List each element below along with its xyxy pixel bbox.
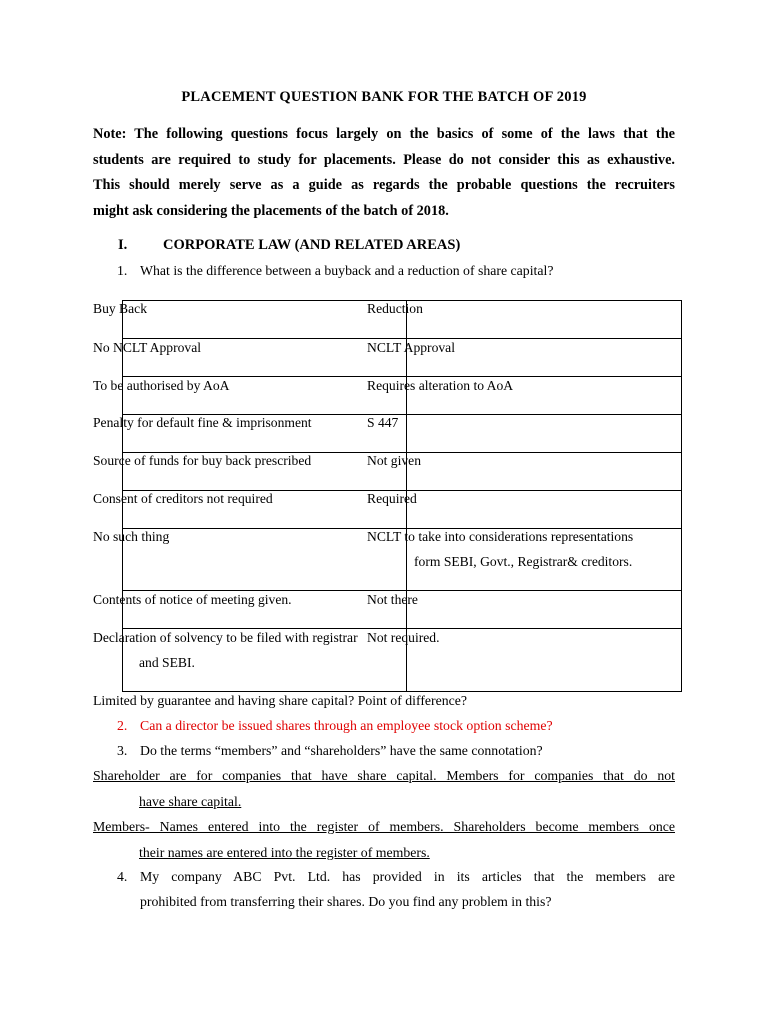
- question-text: Can a director be issued shares through an employee stock option scheme?: [140, 718, 553, 733]
- table-cell: Consent of creditors not required: [93, 491, 273, 506]
- question-number: 3.: [117, 743, 128, 758]
- table-cell: Contents of notice of meeting given.: [93, 592, 292, 607]
- section-number: I.: [118, 237, 128, 253]
- table-cell: NCLT Approval: [367, 340, 455, 355]
- question-number: 2.: [117, 718, 128, 733]
- table-cell: Not there: [367, 592, 418, 607]
- answer-line: their names are entered into the register of members.: [139, 845, 430, 860]
- table-cell: Source of funds for buy back prescribed: [93, 453, 312, 468]
- table-cell: Declaration of solvency to be filed with registrar: [93, 630, 358, 645]
- table-cell: Not given: [367, 453, 421, 468]
- note-line: This should merely serve as a guide as regards the probable questions the recruiters: [93, 177, 675, 193]
- limited-line: Limited by guarantee and having share capital? Point of difference?: [93, 693, 468, 708]
- table-cell: Required: [367, 491, 417, 506]
- table-cell: S 447: [367, 415, 399, 430]
- note-line: might ask considering the placements of the batch of 2018.: [93, 202, 449, 219]
- table-border: [122, 628, 682, 629]
- question-text: Do the terms “members” and “shareholders” have the same connotation?: [140, 743, 543, 758]
- note-line: Note: The following questions focus largely on the basics of some of the laws that the: [93, 126, 675, 142]
- table-border: [122, 338, 682, 339]
- note-paragraph: [93, 122, 675, 224]
- table-cell: Penalty for default fine & imprisonment: [93, 415, 312, 430]
- answer-line: have share capital.: [139, 794, 242, 809]
- table-border: [122, 376, 682, 377]
- table-border: [681, 300, 682, 692]
- answer-line: Shareholder are for companies that have share capital. Members for companies that do not: [93, 768, 675, 783]
- question-text: My company ABC Pvt. Ltd. has provided in its articles that the members are: [140, 869, 675, 884]
- page-title: PLACEMENT QUESTION BANK FOR THE BATCH OF 2019: [181, 89, 587, 105]
- table-cell: No NCLT Approval: [93, 340, 201, 355]
- question-text: What is the difference between a buyback and a reduction of share capital?: [140, 263, 554, 278]
- table-cell: NCLT to take into considerations representations: [367, 529, 634, 544]
- table-cell: Buy Back: [93, 301, 147, 316]
- table-cell: To be authorised by AoA: [93, 378, 230, 393]
- table-border: [122, 691, 682, 692]
- table-cell: Not required.: [367, 630, 440, 645]
- section-title: CORPORATE LAW (AND RELATED AREAS): [163, 237, 461, 253]
- table-cell: and SEBI.: [139, 655, 195, 670]
- question-text: prohibited from transferring their shares. Do you find any problem in this?: [140, 894, 552, 909]
- table-cell: Requires alteration to AoA: [367, 378, 514, 393]
- table-border: [122, 590, 682, 591]
- question-number: 1.: [117, 263, 128, 278]
- table-cell: Reduction: [367, 301, 423, 316]
- question-number: 4.: [117, 869, 128, 884]
- table-cell: No such thing: [93, 529, 170, 544]
- note-line: students are required to study for placements. Please do not consider this as exhaustive.: [93, 151, 675, 168]
- table-cell: form SEBI, Govt., Registrar& creditors.: [414, 554, 633, 569]
- answer-line: Members- Names entered into the register of members. Shareholders become members once: [93, 819, 675, 834]
